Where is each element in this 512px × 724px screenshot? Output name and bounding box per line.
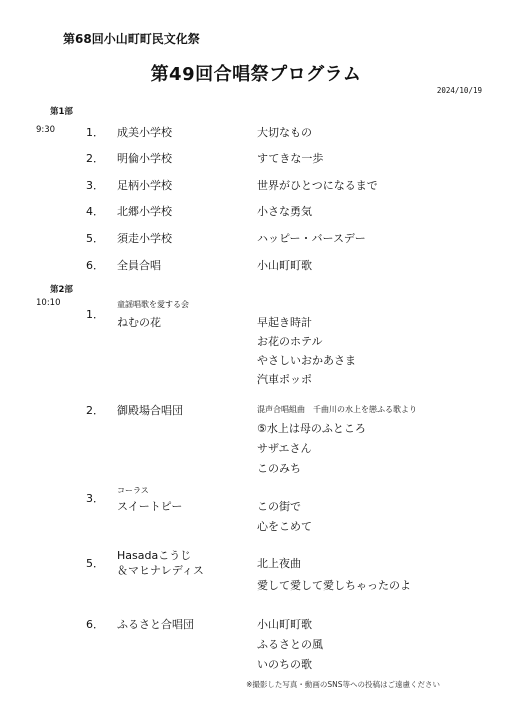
entry-group: スイートピー <box>117 500 183 513</box>
entry-song: 小山町町歌 <box>257 259 312 272</box>
entry-number: 3． <box>86 179 104 192</box>
entry-song: いのちの歌 <box>257 658 312 671</box>
entry-song: 愛して愛して愛しちゃったのよ <box>257 579 411 592</box>
entry-group: 足柄小学校 <box>117 179 172 192</box>
footer-note: ※撮影した写真・動画のSNS等への投稿はご遠慮ください <box>246 680 440 689</box>
entry-song: すてきな一歩 <box>257 152 324 165</box>
entry-number: 5． <box>86 232 104 245</box>
entry-number: 1． <box>86 126 104 139</box>
entry-number: 2． <box>86 152 104 165</box>
entry-number: 5． <box>86 557 104 570</box>
entry-number: 6． <box>86 259 104 272</box>
entry-group: 北郷小学校 <box>117 205 172 218</box>
entry-group: ねむの花 <box>117 316 161 329</box>
entry-song: この街で <box>257 500 301 513</box>
entry-group: 成美小学校 <box>117 126 172 139</box>
entry-group: ＆マヒナレディス <box>117 564 204 577</box>
part1-label: 第1部 <box>50 107 73 117</box>
entry-number: 1． <box>86 308 104 321</box>
entry-group: 須走小学校 <box>117 232 172 245</box>
entry-song: 世界がひとつになるまで <box>257 179 378 192</box>
entry-song: 心をこめて <box>257 520 312 533</box>
entry-song: やさしいおかあさま <box>257 354 356 367</box>
entry-song-note: 混声合唱組曲 千曲川の水上を戀ふる歌より <box>257 405 417 414</box>
entry-song: ハッピー・バースデー <box>257 232 366 245</box>
entry-number: 6． <box>86 618 104 631</box>
entry-number: 2． <box>86 404 104 417</box>
entry-song: ふるさとの風 <box>257 638 323 651</box>
page-title: 第49回合唱祭プログラム <box>150 64 362 85</box>
entry-group: 全員合唱 <box>117 259 161 272</box>
entry-song: 小さな勇気 <box>257 205 312 218</box>
entry-group-sub: コーラス <box>117 486 149 495</box>
part1-time: 9:30 <box>36 125 56 135</box>
entry-song: サザエさん <box>257 442 312 455</box>
entry-number: 3． <box>86 492 104 505</box>
part2-time: 10:10 <box>36 298 61 308</box>
entry-song: 小山町町歌 <box>257 618 312 631</box>
entry-song: 汽車ポッポ <box>257 373 312 386</box>
entry-song: 大切なもの <box>257 126 312 139</box>
entry-song: 早起き時計 <box>257 316 312 329</box>
program-date: 2024/10/19 <box>436 86 482 95</box>
entry-group: 御殿場合唱団 <box>117 404 183 417</box>
entry-song: 北上夜曲 <box>257 557 301 570</box>
entry-group: Hasadaこうじ <box>117 549 192 562</box>
entry-group-sub: 童謡唱歌を愛する会 <box>117 300 189 309</box>
entry-song: ⑤水上は母のふところ <box>257 422 366 435</box>
entry-number: 4． <box>86 205 104 218</box>
entry-song: このみち <box>257 462 301 475</box>
part2-label: 第2部 <box>50 285 73 295</box>
entry-group: ふるさと合唱団 <box>117 618 194 631</box>
festival-name: 第68回小山町町民文化祭 <box>63 32 200 46</box>
entry-song: お花のホテル <box>257 335 323 348</box>
entry-group: 明倫小学校 <box>117 152 172 165</box>
